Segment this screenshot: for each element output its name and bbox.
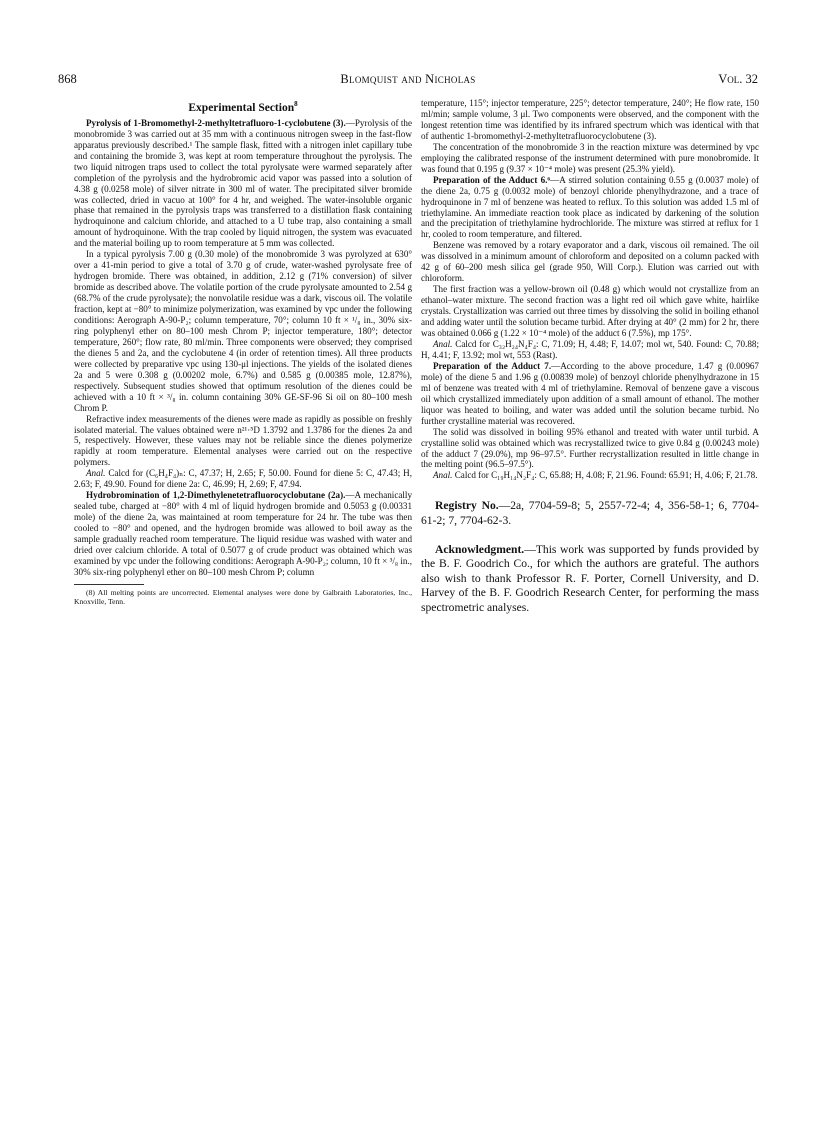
anal-label: Anal. <box>86 468 106 479</box>
registry-paragraph <box>421 499 759 528</box>
anal6-label: Anal. <box>433 338 453 349</box>
pyrolysis-paragraph-2: In a typical pyrolysis 7.00 g (0.30 mole) of the monobromide 3 was pyrolyzed at 630° over a 41-min period to give a total of 3.70 g of crude, water-washed pyrolysate free of hydrogen bromide. There was obtained, in addition, 2.12 g (71% conversion) of silver bromide as described above. The volatile portion of the crude pyrolysate amounted to 2.54 g (68.7% of the crude pyrolysate); the nonvolatile residue was a dark, viscous oil. The volatile fraction, kept at −80° to minimize polymerization, was examined by vpc under the following conditions: Aerograph A-90-P₂; column temperature, 70°; column 10 ft × ¹/₈ in., 30% six-ring polyphenyl ether on 80–100 mesh Chrom P; injector temperature, 180°; detector temperature, 260°; flow rate, 80 ml/min. Three components were observed; they comprised the dienes 5 and 2a, and the cyclobutene 4 (in order of retention times). All three products were collected by preparative vpc using 130-μl injections. The yields of the isolated dienes 2a and 5 were 0.308 g (0.00202 mole, 6.7%) and 0.585 g (0.00385 mole, 12.87%), respectively. Subsequent studies showed that optimum resolution of the dienes could be achieved with a 10 ft × ³/₈ in. column containing 30% GE-SF-96 Si oil on 80–100 mesh Chrom P. <box>74 249 412 413</box>
acknowledgment-text: —This work was supported by funds provided by the B. F. Goodrich Co., for which the authors are grateful. The authors also wish to thank Professor R. F. Porter, Cornell University, and D. Harvey of the B. F. Goodrich Research Center, for performing the mass spectrometric analyses. <box>421 542 759 614</box>
pyrolysis-heading: Pyrolysis of 1-Bromomethyl-2-methyltetrafluoro-1-cyclobutene (3). <box>86 117 346 128</box>
acknowledgment-paragraph <box>421 543 759 616</box>
adduct7-text-1: —According to the above procedure, 1.47 g (0.00967 mole) of the diene 5 and 1.96 g (0.00839 mole) of benzoyl chloride phenylhydrazone in 15 ml of benzene was treated with 4 ml of triethylamine. Removal of benzene gave a viscous oil which crystallized immediately upon addition of a small amount of ethanol. The mother liquor was heated to boiling, and water was added until the solution became turbid. No further crystalline material was recovered. <box>421 360 759 426</box>
hydrobromination-heading: Hydrobromination of 1,2-Dimethylenetetrafluorocyclobutane (2a). <box>86 490 346 501</box>
page-number: 868 <box>58 72 77 86</box>
volume-label: Vol. 32 <box>718 72 758 86</box>
hydrobromination-text: —A mechanically sealed tube, charged at −80° with 4 ml of liquid hydrogen bromide and 0.5053 g (0.00331 mole) of the diene 2a, was maintained at room temperature for 24 hr. The tube was then cooled to −80° and opened, and the hydrogen bromide was allowed to boil away as the sample gradually reached room temperature. The liquid residue was washed with water and dried over calcium chloride. A total of 0.5077 g of crude product was obtained which was examined by vpc under the following conditions: Aerograph A-90-P₂; column, 10 ft × ³/₈ in., 30% six-ring polyphenyl ether on 80–100 mesh Chrom P; column <box>74 490 412 577</box>
anal6-text: Calcd for C₃₂H₂₄N₄F₄: C, 71.09; H, 4.48; F, 14.07; mol wt, 540. Found: C, 70.88; H, 4.41; F, 13.92; mol wt, 553 (Rast). <box>421 338 759 360</box>
adduct7-paragraph-1 <box>421 361 759 427</box>
acknowledgment-heading: Acknowledgment. <box>435 542 525 556</box>
section-title-text: Experimental Section <box>188 101 295 114</box>
footnote-divider <box>74 584 144 585</box>
footnote-8: (8) All melting points are uncorrected. Elemental analyses were done by Galbraith Laboratories, Inc., Knoxville, Tenn. <box>74 587 412 607</box>
section-title-footnote-mark: 8 <box>294 100 298 108</box>
analysis-paragraph-dienes <box>74 468 412 490</box>
continued-paragraph: temperature, 115°; injector temperature, 225°; detector temperature, 240°; He flow rate, 150 ml/min; sample volume, 3 μl. Two components were observed, and the component with the longest retention time was identified by its infrared spectrum which was identical with that of authentic 1-bromomethyl-2-methyltetrafluorocyclobutene (3). <box>421 98 759 141</box>
right-column <box>421 98 759 616</box>
registry-heading: Registry No. <box>435 499 499 513</box>
adduct6-paragraph-1 <box>421 175 759 241</box>
anal7-text: Calcd for C₁₉H₁₄N₂F₄: C, 65.88; H, 4.08; F, 21.96. Found: 65.91; H, 4.06; F, 21.78. <box>452 470 758 481</box>
pyrolysis-paragraph-1 <box>74 118 412 249</box>
running-header <box>58 72 758 88</box>
hydrobromination-paragraph <box>74 490 412 578</box>
pyrolysis-text-1: —Pyrolysis of the monobromide 3 was carried out at 35 mm with a continuous nitrogen sweep in the fast-flow apparatus previously described.¹ The sample flask, fitted with a nitrogen inlet capillary tube and containing the bromide 3, was kept at room temperature throughout the pyrolysis. The two liquid nitrogen traps used to collect the total pyrolysate were warmed separately after completion of the pyrolysis and the hydrobromic acid vapor was passed into a solution of 4.38 g (0.0258 mole) of silver nitrate in 300 ml of water. The precipitated silver bromide was collected, dried in vacuo at 100° for 4 hr, and weighed. The water-insoluble organic phase that remained in the pyrolysis traps was transferred to a distillation flask containing hydroquinone and calcium chloride, and attached to a U tube trap, also containing a small amount of hydroquinone. With the trap cooled by liquid nitrogen, the system was evacuated and the material boiling up to room temperature at 5 mm was collected. <box>74 117 412 249</box>
anal7-label: Anal. <box>433 470 453 481</box>
section-title <box>74 98 412 115</box>
analysis-paragraph-adduct7 <box>421 470 759 481</box>
registry-text: —2a, 7704-59-8; 5, 2557-72-4; 4, 356-58-1; 6, 7704-61-2; 7, 7704-62-3. <box>421 499 759 527</box>
adduct6-paragraph-3: The first fraction was a yellow-brown oil (0.48 g) which would not crystallize from an ethanol–water mixture. The second fraction was a light red oil which gave white, hairlike crystals. Crystallization was carried out three times by dissolving the solid in boiling ethanol and adding water until the solution became turbid. After drying at 40° (2 mm) for 2 hr, there was obtained 0.066 g (1.22 × 10⁻⁴ mole) of the adduct 6 (7.5%), mp 175°. <box>421 284 759 339</box>
pyrolysis-paragraph-3: Refractive index measurements of the dienes were made as rapidly as possible on freshly isolated material. The values obtained were n²¹·⁵D 1.3792 and 1.3786 for the dienes 2a and 5, respectively. However, these values may not be reliable since the dienes polymerize rapidly at room temperature. Elemental analyses were carried out on the respective polymers. <box>74 413 412 468</box>
adduct7-heading: Preparation of the Adduct 7. <box>433 360 552 371</box>
adduct6-paragraph-2: Benzene was removed by a rotary evaporator and a dark, viscous oil remained. The oil was dissolved in a minimum amount of chloroform and deposited on a column packed with 42 g of 60–200 mesh silica gel (grade 950, Will Corp.). Elution was carried out with chloroform. <box>421 240 759 284</box>
anal-text: Calcd for (C₆H₄F₄)ₙ: C, 47.37; H, 2.65; F, 50.00. Found for diene 5: C, 47.43; H, 2.63; F, 49.90. Found for diene 2a: C, 46.99; H, 2.69; F, 47.94. <box>74 468 412 490</box>
concentration-paragraph: The concentration of the monobromide 3 in the reaction mixture was determined by vpc employing the calibrated response of the instrument determined with pure monobromide. It was found that 0.195 g (9.37 × 10⁻⁴ mole) was present (25.3% yield). <box>421 141 759 174</box>
adduct6-heading: Preparation of the Adduct 6.⁶ <box>433 174 551 185</box>
adduct7-paragraph-2: The solid was dissolved in boiling 95% ethanol and treated with water until turbid. A crystalline solid was obtained which was recrystallized twice to give 0.84 g (0.00243 mole) of the adduct 7 (29.0%), mp 96–97.5°. Further recrystallization resulted in little change in the melting point (96.5–97.5°). <box>421 426 759 470</box>
adduct6-text-1: —A stirred solution containing 0.55 g (0.0037 mole) of the diene 2a, 0.75 g (0.0032 mole) of benzoyl chloride phenylhydrazone, and a trace of hydroquinone in 7 ml of benzene was heated to reflux. To this solution was added 1.5 ml of triethylamine. An immediate reaction took place as indicated by darkening of the solution and the precipitation of triethylamine hydrochloride. The mixture was stirred at reflux for 1 hr, cooled to room temperature, and filtered. <box>421 174 760 240</box>
left-column <box>74 98 412 606</box>
running-authors: Blomquist and Nicholas <box>340 72 476 86</box>
analysis-paragraph-adduct6 <box>421 339 759 361</box>
